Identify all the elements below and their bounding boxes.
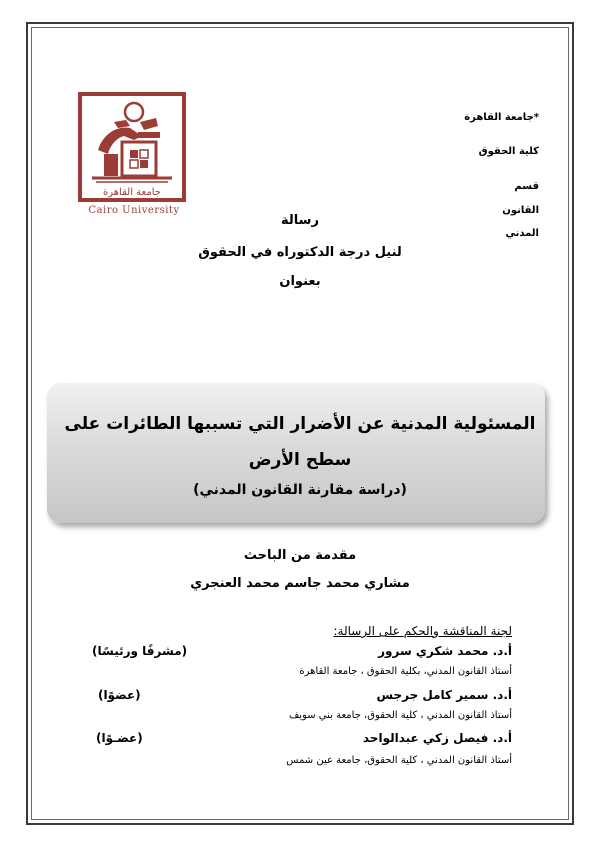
- thesis-title-line-2: سطح الأرض: [248, 450, 352, 470]
- logo-inner-text: جامعة القاهرة: [103, 187, 161, 198]
- thesis-subtitle: (دراسة مقارنة القانون المدني): [193, 482, 407, 498]
- member-3-affiliation: أستاذ القانون المدني ، كلية الحقوق، جامعة عين شمس: [286, 755, 512, 766]
- member-2-name: [377, 688, 513, 702]
- titled-label: بعنوان: [279, 274, 321, 289]
- member-1-role: (مشرفًا ورئيسًا): [92, 644, 188, 658]
- member-3-name: [363, 731, 512, 745]
- logo-caption: Cairo University: [88, 205, 180, 216]
- member-1-fullname: محمد شكري سرور: [378, 644, 489, 658]
- member-2-fullname: سمير كامل جرجس: [376, 688, 489, 702]
- faculty-name: كلية الحقوق: [478, 146, 539, 157]
- committee-heading: لجنة المناقشة والحكم على الرسالة:: [333, 624, 512, 638]
- cairo-university-logo: [78, 92, 186, 202]
- member-2-prefix: أ.د.: [492, 688, 512, 702]
- member-3-fullname: فيصل زكي عبدالواحد: [362, 731, 489, 745]
- university-name: *جامعة القاهرة: [464, 112, 539, 123]
- department-line-3: المدني: [505, 228, 539, 239]
- document-type: رسالة: [281, 213, 319, 228]
- member-1-prefix: أ.د.: [492, 644, 512, 658]
- member-1-name: [378, 644, 512, 658]
- degree-purpose: لنيل درجة الدكتوراه في الحقوق: [198, 245, 402, 260]
- member-2-role: (عضوًا): [98, 688, 141, 702]
- department-line-1: قسم: [514, 181, 539, 192]
- member-3-role: (عضـوًا): [96, 731, 143, 745]
- member-1-affiliation: أستاذ القانون المدني، بكلية الحقوق ، جامعة القاهرة: [299, 666, 512, 677]
- author-name: مشاري محمد جاسم محمد العنجري: [190, 576, 410, 591]
- member-3-prefix: أ.د.: [492, 731, 512, 745]
- member-2-affiliation: أستاذ القانون المدني ، كلية الحقوق، جامعة بني سويف: [288, 710, 512, 721]
- author-intro: مقدمة من الباحث: [243, 548, 357, 563]
- department-line-2: القانون: [502, 205, 539, 216]
- thesis-title-line-1: المسئولية المدنية عن الأضرار التي تسببها الطائرات على: [64, 414, 536, 434]
